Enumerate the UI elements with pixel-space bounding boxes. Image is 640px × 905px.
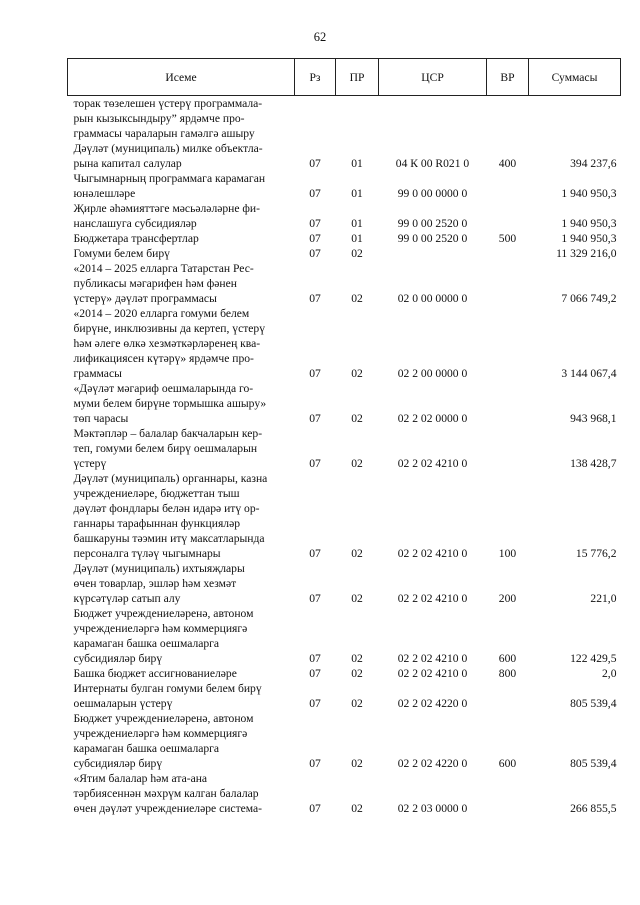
table-row (68, 711, 621, 771)
row-name-line: оешмаларын үстерү (73, 697, 173, 710)
row-pr: 02 (351, 802, 363, 815)
row-pr: 01 (351, 232, 363, 245)
row-name (68, 261, 295, 306)
row-sum: 943 968,1 (570, 412, 617, 425)
row-name-line: өчен товарлар, эшләр һәм хезмәт (73, 577, 237, 590)
row-name-line: граммасы (73, 367, 122, 380)
row-name-line: учреждениеләргә һәм коммерциягә (73, 622, 248, 635)
row-rz: 07 (309, 247, 321, 260)
row-name-line: Бюджетара трансфертлар (73, 232, 199, 245)
row-csr: 04 К 00 R021 0 (395, 157, 470, 170)
row-rz: 07 (309, 652, 321, 665)
row-pr: 02 (351, 667, 363, 680)
row-name-line: субсидияләр бирү (73, 652, 163, 665)
table-row (68, 141, 621, 171)
row-name-line: граммасы чараларын гамәлгә ашыру (73, 127, 255, 140)
row-rz: 07 (309, 157, 321, 170)
row-name-line: публикасы мәгарифен һәм фәнен (73, 277, 237, 290)
row-name-line: нанслашуга субсидияләр (73, 217, 197, 230)
row-name-line: үстерү (73, 457, 107, 470)
row-sum: 15 776,2 (575, 547, 617, 560)
row-csr: 02 2 02 4210 0 (397, 667, 468, 680)
row-pr: 02 (351, 592, 363, 605)
row-csr: 02 2 02 4210 0 (397, 457, 468, 470)
row-name-line: карамаган башка оешмаларга (73, 742, 220, 755)
row-sum: 7 066 749,2 (561, 292, 617, 305)
row-vr (487, 261, 529, 306)
table-row (68, 261, 621, 306)
row-vr (487, 171, 529, 201)
row-vr (487, 96, 529, 142)
row-name-line: теп, гомуми белем бирү оешмаларын (73, 442, 258, 455)
row-csr: 02 2 02 4210 0 (397, 547, 468, 560)
row-csr: 02 2 02 4210 0 (397, 592, 468, 605)
table-row (68, 681, 621, 711)
row-vr (487, 426, 529, 471)
table-row (68, 666, 621, 681)
row-vr (487, 201, 529, 231)
row-rz: 07 (309, 757, 321, 770)
table-row (68, 201, 621, 231)
row-name-line: дәүләт фондлары белән идарә итү ор- (73, 502, 260, 515)
row-name-line: тәрбиясеннән мәхрүм калган балалар (73, 787, 259, 800)
table-row (68, 606, 621, 666)
row-vr: 200 (498, 592, 517, 605)
row-vr: 600 (498, 757, 517, 770)
row-pr: 01 (351, 187, 363, 200)
row-vr (487, 681, 529, 711)
row-name-line: лификациясен күтәрү» ярдәмче про- (73, 352, 254, 365)
header-sum: Суммасы (529, 59, 621, 96)
row-name-line: Башка бюджет ассигнованиеләре (73, 667, 237, 680)
row-csr: 02 0 00 0000 0 (397, 292, 468, 305)
row-sum: 1 940 950,3 (561, 187, 617, 200)
row-name-line: ганнары тарафыннан функцияләр (73, 517, 241, 530)
row-name-line: Җирле әһәмияттәге мәсьәләләрне фи- (73, 202, 261, 215)
budget-table (67, 58, 621, 816)
row-name-line: Дәүләт (муниципаль) ихтыяҗлары (73, 562, 245, 575)
row-name-line: персоналга түләү чыгымнары (73, 547, 221, 560)
table-header-row (68, 59, 621, 96)
header-vr: ВР (487, 59, 529, 96)
row-name (68, 681, 295, 711)
row-vr: 600 (498, 652, 517, 665)
table-row (68, 471, 621, 561)
row-name-line: Мәктәпләр – балалар бакчаларын кер- (73, 427, 263, 440)
row-name (68, 201, 295, 231)
row-rz: 07 (309, 697, 321, 710)
row-name (68, 381, 295, 426)
row-sum: 394 237,6 (570, 157, 617, 170)
row-sum: 805 539,4 (570, 697, 617, 710)
row-name-line: Бюджет учреждениеләренә, автоном (73, 607, 254, 620)
row-name (68, 426, 295, 471)
row-name-line: төп чарасы (73, 412, 129, 425)
row-name-line: субсидияләр бирү (73, 757, 163, 770)
row-sum: 2,0 (602, 667, 617, 680)
table-row (68, 426, 621, 471)
row-csr: 02 2 02 4220 0 (397, 757, 468, 770)
row-rz: 07 (309, 592, 321, 605)
row-rz: 07 (309, 667, 321, 680)
row-csr (379, 246, 487, 261)
row-name-line: карамаган башка оешмаларга (73, 637, 220, 650)
row-name-line: күрсәтүләр сатып алу (73, 592, 181, 605)
row-name-line: юнәлешләре (73, 187, 136, 200)
row-name-line: торак төзелешен үстерү программала- (73, 97, 263, 110)
row-name-line: бирүне, инклюзивны да кертеп, үстерү (73, 322, 266, 335)
row-name (68, 231, 295, 246)
row-vr (487, 771, 529, 816)
header-name: Исеме (68, 59, 295, 96)
row-csr: 02 2 03 0000 0 (397, 802, 468, 815)
row-pr: 02 (351, 652, 363, 665)
row-name-line: Дәүләт (муниципаль) милке объектла- (73, 142, 263, 155)
row-name-line: учреждениеләргә һәм коммерциягә (73, 727, 248, 740)
row-rz: 07 (309, 367, 321, 380)
row-name-line: өчен дәүләт учреждениеләре система- (73, 802, 263, 815)
row-name-line: «Ятим балалар һәм ата-ана (73, 772, 208, 785)
row-sum: 266 855,5 (570, 802, 617, 815)
row-pr: 02 (351, 457, 363, 470)
header-pr: ПР (336, 59, 379, 96)
row-vr: 500 (498, 232, 517, 245)
row-name (68, 666, 295, 681)
row-name-line: «2014 – 2025 елларга Татарстан Рес- (73, 262, 254, 275)
table-row (68, 771, 621, 816)
table-row (68, 96, 621, 142)
header-rz: Рз (295, 59, 336, 96)
row-name-line: учреждениеләре, бюджеттан тыш (73, 487, 240, 500)
row-name (68, 771, 295, 816)
row-sum: 122 429,5 (570, 652, 617, 665)
row-vr: 100 (498, 547, 517, 560)
header-csr: ЦСР (379, 59, 487, 96)
row-name (68, 561, 295, 606)
row-csr: 02 2 02 4220 0 (397, 697, 468, 710)
row-name (68, 96, 295, 142)
table-body (68, 96, 621, 817)
table-row (68, 231, 621, 246)
row-sum: 1 940 950,3 (561, 217, 617, 230)
row-pr: 02 (351, 367, 363, 380)
row-name-line: «Дәүләт мәгариф оешмаларында го- (73, 382, 254, 395)
row-vr: 800 (498, 667, 517, 680)
row-sum: 221,0 (590, 592, 617, 605)
table-row (68, 171, 621, 201)
page-number: 62 (313, 30, 327, 44)
row-pr (336, 96, 379, 142)
row-vr: 400 (498, 157, 517, 170)
row-vr (487, 381, 529, 426)
row-rz: 07 (309, 802, 321, 815)
row-sum: 1 940 950,3 (561, 232, 617, 245)
row-name (68, 246, 295, 261)
row-name-line: рына капитал салулар (73, 157, 182, 170)
row-rz: 07 (309, 187, 321, 200)
row-name-line: рын кызыксындыру” ярдәмче про- (73, 112, 245, 125)
row-name (68, 306, 295, 381)
row-sum: 805 539,4 (570, 757, 617, 770)
row-rz: 07 (309, 457, 321, 470)
row-sum: 138 428,7 (570, 457, 617, 470)
row-rz: 07 (309, 547, 321, 560)
row-name-line: Чыгымнарның программага карамаган (73, 172, 266, 185)
row-vr (487, 246, 529, 261)
row-pr: 02 (351, 412, 363, 425)
row-csr: 02 2 02 0000 0 (397, 412, 468, 425)
row-rz: 07 (309, 292, 321, 305)
row-pr: 02 (351, 547, 363, 560)
table-row (68, 306, 621, 381)
row-csr: 02 2 00 0000 0 (397, 367, 468, 380)
table-row (68, 381, 621, 426)
row-csr: 99 0 00 2520 0 (397, 217, 468, 230)
row-rz (295, 96, 336, 142)
row-name-line: һәм әлеге өлкә хезмәткәрләренең ква- (73, 337, 261, 350)
row-pr: 02 (351, 697, 363, 710)
row-sum: 3 144 067,4 (561, 367, 617, 380)
row-name (68, 141, 295, 171)
row-name-line: үстерү» дәүләт программасы (73, 292, 217, 305)
row-sum (529, 96, 621, 142)
table-row (68, 246, 621, 261)
row-pr: 01 (351, 217, 363, 230)
row-name (68, 171, 295, 201)
row-pr: 02 (351, 757, 363, 770)
row-name-line: Интернаты булган гомуми белем бирү (73, 682, 262, 695)
row-name (68, 606, 295, 666)
row-pr: 01 (351, 157, 363, 170)
row-name-line: муми белем бирүне тормышка ашыру» (73, 397, 267, 410)
row-csr: 99 0 00 0000 0 (397, 187, 468, 200)
row-csr (379, 96, 487, 142)
row-name-line: Бюджет учреждениеләренә, автоном (73, 712, 254, 725)
row-name-line: Гомуми белем бирү (73, 247, 170, 260)
row-name-line: Дәүләт (муниципаль) органнары, казна (73, 472, 268, 485)
row-pr: 02 (351, 292, 363, 305)
row-csr: 02 2 02 4210 0 (397, 652, 468, 665)
row-sum: 11 329 216,0 (556, 247, 617, 260)
row-csr: 99 0 00 2520 0 (397, 232, 468, 245)
row-vr (487, 306, 529, 381)
row-pr: 02 (351, 247, 363, 260)
table-row (68, 561, 621, 606)
row-rz: 07 (309, 232, 321, 245)
row-rz: 07 (309, 217, 321, 230)
row-name (68, 711, 295, 771)
row-rz: 07 (309, 412, 321, 425)
row-name (68, 471, 295, 561)
row-name-line: башкаруны тәэмин итү максатларында (73, 532, 265, 545)
row-name-line: «2014 – 2020 елларга гомуми белем (73, 307, 250, 320)
